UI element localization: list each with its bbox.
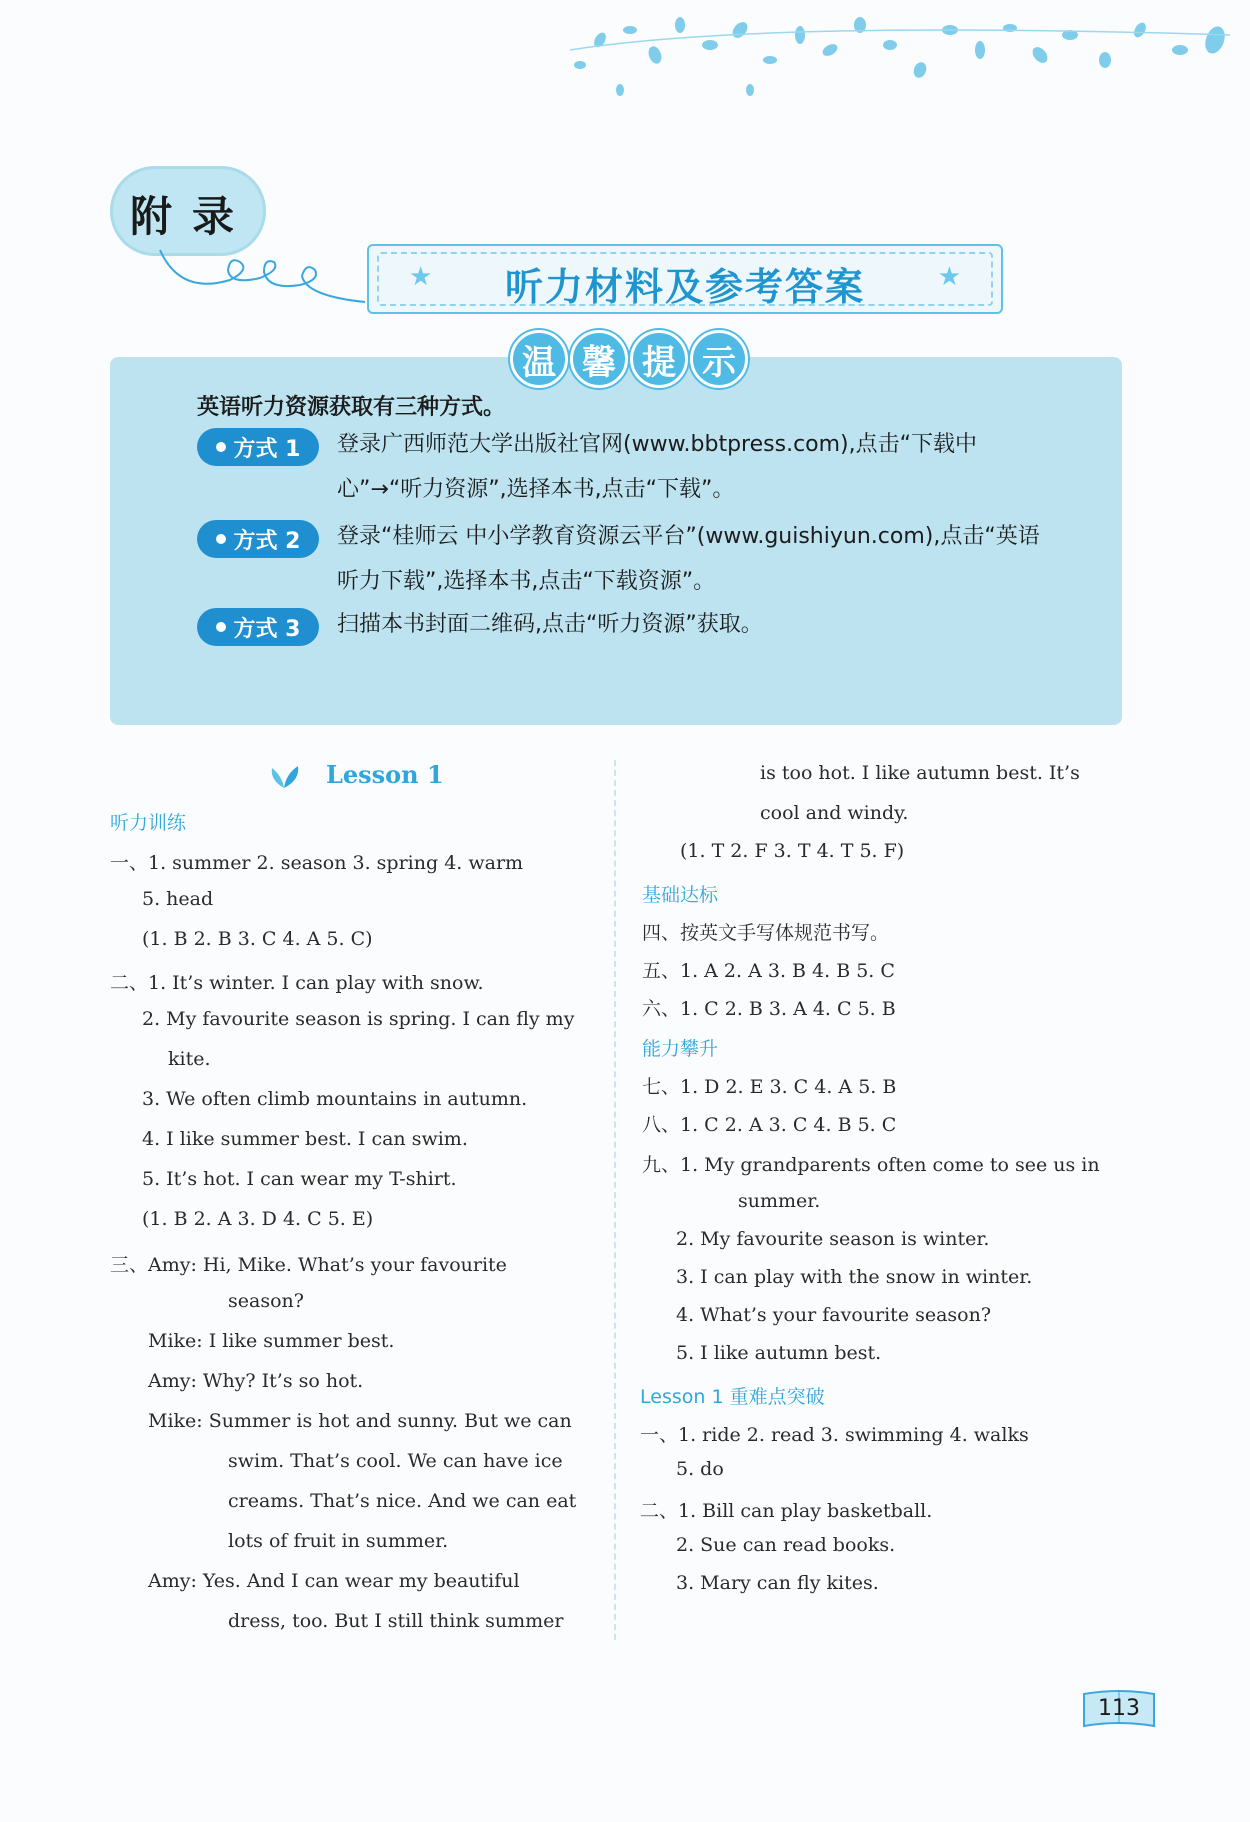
title-banner [367,244,1003,314]
dialogue-line: Amy: Why? It’s so hot. [148,1370,364,1392]
dialogue-line: Mike: Summer is hot and sunny. But we can [148,1410,572,1432]
leaves-decoration-icon [560,10,1240,105]
answer-line: (1. B 2. A 3. D 4. C 5. E) [142,1208,374,1230]
tip-char: 提 [630,330,688,388]
star-icon: ★ [409,262,433,292]
dialogue-line: lots of fruit in summer. [228,1530,449,1552]
dialogue-line: dress, too. But I still think summer [228,1610,564,1632]
method-badge: 方式 3 [197,608,319,646]
answer-line: 二、1. Bill can play basketball. [640,1500,933,1522]
page-number-text: 113 [1098,1696,1140,1721]
answer-line: 一、1. ride 2. read 3. swimming 4. walks [640,1424,1029,1446]
answer-line: 八、1. C 2. A 3. C 4. B 5. C [642,1114,897,1136]
answer-line: 2. Sue can read books. [676,1534,896,1556]
answer-line: 一、1. summer 2. season 3. spring 4. warm [110,852,524,874]
method-badge: 方式 2 [197,520,319,558]
section-heading: 听力训练 [110,812,187,834]
tip-char: 示 [690,330,748,388]
method-text: 登录“桂师云 中小学教育资源云平台”(www.guishiyun.com),点击“英语听力下载”,选择本书,点击“下载资源”。 [337,524,1040,594]
answer-line: 四、按英文手写体规范书写。 [642,922,890,944]
sprout-icon [268,762,300,790]
dialogue-line: Amy: Yes. And I can wear my beautiful [148,1570,520,1592]
answer-line: 3. Mary can fly kites. [676,1572,879,1594]
lesson-title: Lesson 1 [326,760,444,789]
dialogue-line: swim. That’s cool. We can have ice [228,1450,563,1472]
answer-line: 5. head [142,888,214,910]
dialogue-line: 三、Amy: Hi, Mike. What’s your favourite [110,1254,507,1276]
swirl-decoration-icon [150,240,380,310]
answer-line: 五、1. A 2. A 3. B 4. B 5. C [642,960,895,982]
dialogue-line: Mike: I like summer best. [148,1330,395,1352]
page-number [1082,1690,1156,1730]
answer-line: 4. What’s your favourite season? [676,1304,992,1326]
star-icon: ★ [937,262,961,292]
dialogue-line: creams. That’s nice. And we can eat [228,1490,577,1512]
tip-heading [510,330,750,390]
answer-line: 3. I can play with the snow in winter. [676,1266,1033,1288]
dialogue-line: season? [228,1290,304,1312]
answer-line: 4. I like summer best. I can swim. [142,1128,468,1150]
answer-line: 5. I like autumn best. [676,1342,882,1364]
answer-line: 2. My favourite season is winter. [676,1228,990,1250]
answer-line: kite. [168,1048,211,1070]
answer-line: 5. do [676,1458,724,1480]
appendix-text: 附录 [130,192,255,241]
column-divider [614,760,616,1640]
section-heading: Lesson 1 重难点突破 [640,1386,825,1408]
answer-line: (1. T 2. F 3. T 4. T 5. F) [680,840,905,862]
answer-line: 七、1. D 2. E 3. C 4. A 5. B [642,1076,897,1098]
dialogue-line: cool and windy. [760,802,909,824]
answer-line: 二、1. It’s winter. I can play with snow. [110,972,484,994]
answer-line: 2. My favourite season is spring. I can fly my [142,1008,575,1030]
page-title: 听力材料及参考答案 [504,265,865,309]
answer-line: 5. It’s hot. I can wear my T-shirt. [142,1168,457,1190]
section-heading: 基础达标 [642,884,719,906]
answer-line: 九、1. My grandparents often come to see us in [642,1154,1100,1176]
tip-intro: 英语听力资源获取有三种方式。 [197,395,506,420]
method-badge: 方式 1 [197,428,319,466]
method-text: 登录广西师范大学出版社官网(www.bbtpress.com),点击“下载中心”→“听力资源”,选择本书,点击“下载”。 [337,432,978,502]
answer-line: 六、1. C 2. B 3. A 4. C 5. B [642,998,896,1020]
method-text: 扫描本书封面二维码,点击“听力资源”获取。 [337,612,763,637]
dialogue-line: is too hot. I like autumn best. It’s [760,762,1080,784]
answer-line: summer. [738,1190,821,1212]
section-heading: 能力攀升 [642,1038,719,1060]
tip-char: 温 [510,330,568,388]
answer-line: (1. B 2. B 3. C 4. A 5. C) [142,928,373,950]
answer-line: 3. We often climb mountains in autumn. [142,1088,528,1110]
tip-char: 馨 [570,330,628,388]
